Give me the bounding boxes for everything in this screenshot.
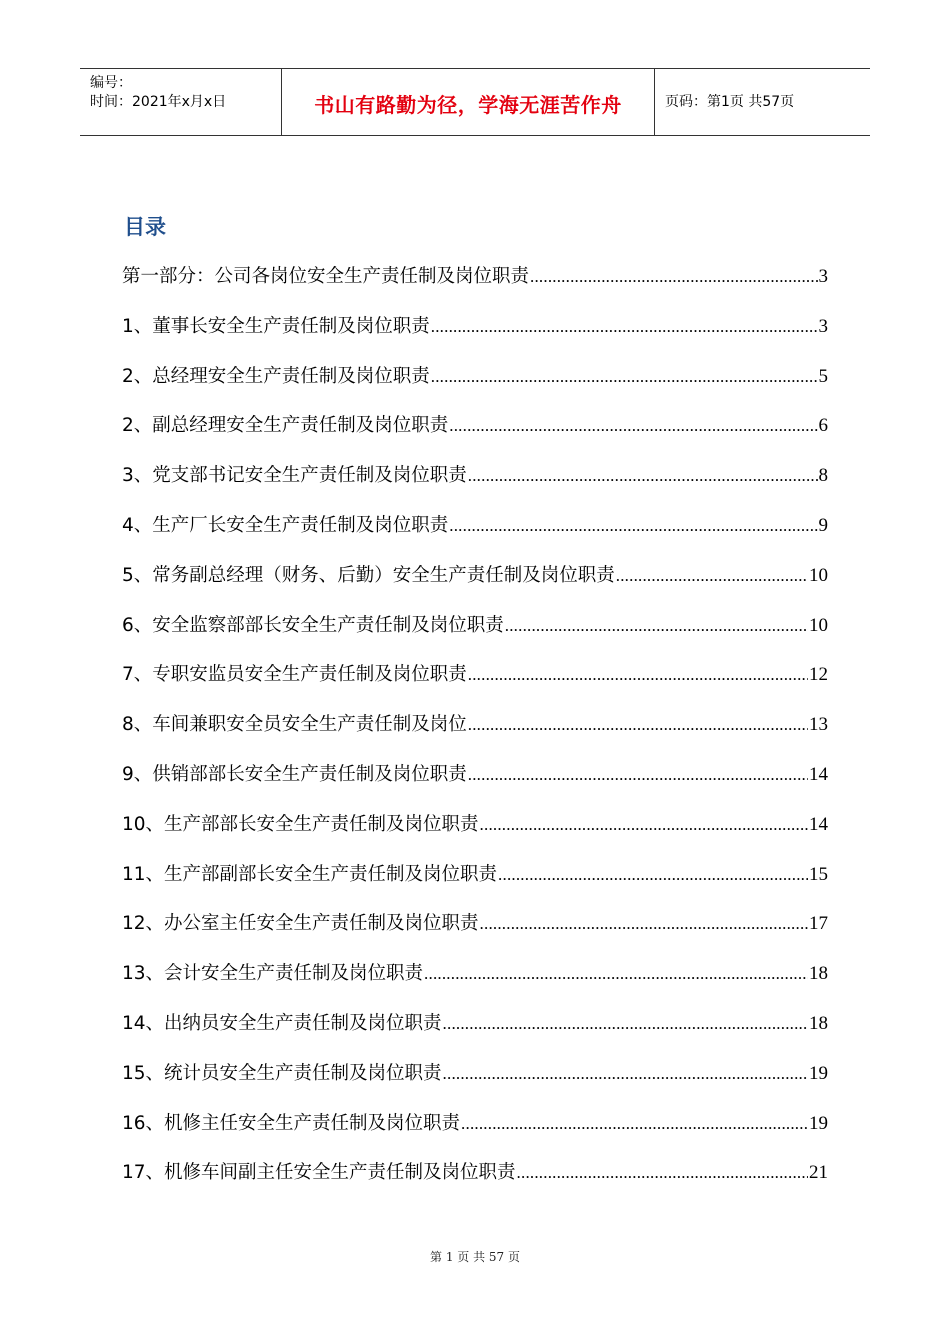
toc-dot-leader: [424, 959, 808, 989]
toc-entry-title: 7、专职安监员安全生产责任制及岗位职责: [122, 664, 467, 686]
toc-entry-title: 第一部分：公司各岗位安全生产责任制及岗位职责: [122, 266, 530, 287]
toc-entry-page: 13: [809, 714, 828, 736]
toc-entry[interactable]: [122, 262, 828, 312]
toc-entry-title: 5、常务副总经理（财务、后勤）安全生产责任制及岗位职责: [122, 564, 615, 586]
toc-entry-title: 12、办公室主任安全生产责任制及岗位职责: [122, 913, 479, 935]
toc-entry-title: 11、生产部副部长安全生产责任制及岗位职责: [122, 863, 498, 885]
toc-entry[interactable]: [122, 660, 828, 710]
toc-entry-title: 10、生产部部长安全生产责任制及岗位职责: [122, 813, 479, 835]
document-time-label: 时间：2021年x月x日: [90, 94, 227, 110]
toc-dot-leader: [530, 262, 817, 292]
toc-entry[interactable]: [122, 561, 828, 611]
toc-entry-title: 13、会计安全生产责任制及岗位职责: [122, 963, 424, 985]
toc-entry-page: 6: [818, 415, 828, 437]
toc-dot-leader: [443, 1009, 808, 1039]
toc-dot-leader: [505, 611, 808, 641]
toc-entry-page: 10: [809, 564, 828, 586]
header-meta-cell: [80, 69, 282, 135]
toc-entry-title: 8、车间兼职安全员安全生产责任制及岗位: [122, 714, 467, 736]
toc-dot-leader: [480, 810, 808, 840]
toc-dot-leader: [449, 411, 817, 441]
toc-entry-title: 15、统计员安全生产责任制及岗位职责: [122, 1062, 442, 1084]
toc-entry[interactable]: [122, 1059, 828, 1109]
toc-entry-page: 21: [809, 1162, 828, 1184]
toc-entry-page: 3: [818, 266, 828, 287]
toc-entry[interactable]: [122, 860, 828, 910]
header-motto-cell: [282, 69, 655, 135]
toc-entry-page: 14: [809, 763, 828, 785]
toc-dot-leader: [443, 1059, 808, 1089]
toc-entry[interactable]: [122, 312, 828, 362]
toc-dot-leader: [468, 710, 808, 740]
table-of-contents: [122, 262, 828, 1208]
toc-dot-leader: [468, 461, 818, 491]
toc-entry[interactable]: [122, 362, 828, 412]
toc-entry[interactable]: [122, 909, 828, 959]
toc-title: 目录: [124, 215, 166, 239]
toc-entry-title: 2、总经理安全生产责任制及岗位职责: [122, 365, 430, 387]
header-page-cell: [655, 69, 870, 135]
toc-entry[interactable]: [122, 611, 828, 661]
toc-entry[interactable]: [122, 710, 828, 760]
page-footer: 第 1 页 共 57 页: [430, 1250, 520, 1264]
toc-entry-title: 4、生产厂长安全生产责任制及岗位职责: [122, 514, 449, 536]
toc-dot-leader: [480, 909, 808, 939]
toc-entry[interactable]: [122, 959, 828, 1009]
header-page-info: 页码：第1页 共57页: [665, 94, 795, 110]
header-motto: 书山有路勤为径，学海无涯苦作舟: [314, 92, 622, 117]
toc-entry-page: 18: [809, 963, 828, 985]
toc-entry-page: 10: [809, 614, 828, 636]
toc-entry-title: 14、出纳员安全生产责任制及岗位职责: [122, 1012, 442, 1034]
toc-entry-title: 9、供销部部长安全生产责任制及岗位职责: [122, 763, 467, 785]
toc-entry[interactable]: [122, 1109, 828, 1159]
toc-dot-leader: [468, 660, 808, 690]
toc-entry-page: 17: [809, 913, 828, 935]
toc-entry-page: 15: [809, 863, 828, 885]
toc-dot-leader: [498, 860, 808, 890]
toc-entry[interactable]: [122, 1158, 828, 1208]
toc-entry[interactable]: [122, 511, 828, 561]
toc-entry-title: 16、机修主任安全生产责任制及岗位职责: [122, 1112, 461, 1134]
toc-entry-title: 3、党支部书记安全生产责任制及岗位职责: [122, 465, 467, 487]
toc-dot-leader: [449, 511, 817, 541]
toc-entry-page: 19: [809, 1112, 828, 1134]
toc-entry-page: 12: [809, 664, 828, 686]
toc-entry[interactable]: [122, 461, 828, 511]
toc-dot-leader: [431, 312, 818, 342]
toc-dot-leader: [616, 561, 808, 591]
toc-dot-leader: [517, 1158, 808, 1188]
toc-entry-title: 6、安全监察部部长安全生产责任制及岗位职责: [122, 614, 504, 636]
toc-entry-page: 19: [809, 1062, 828, 1084]
page-header: [80, 68, 870, 136]
toc-entry-page: 8: [818, 465, 828, 487]
toc-entry[interactable]: [122, 760, 828, 810]
toc-entry-title: 17、机修车间副主任安全生产责任制及岗位职责: [122, 1162, 516, 1184]
toc-entry[interactable]: [122, 810, 828, 860]
toc-entry-page: 5: [818, 365, 828, 387]
toc-entry-title: 1、董事长安全生产责任制及岗位职责: [122, 315, 430, 337]
toc-entry-title: 2、副总经理安全生产责任制及岗位职责: [122, 415, 449, 437]
toc-entry-page: 18: [809, 1012, 828, 1034]
toc-entry[interactable]: [122, 1009, 828, 1059]
toc-entry-page: 3: [818, 315, 828, 337]
toc-dot-leader: [461, 1109, 808, 1139]
document-number-label: 编号：: [90, 75, 132, 91]
toc-entry[interactable]: [122, 411, 828, 461]
toc-dot-leader: [431, 362, 818, 392]
toc-entry-page: 14: [809, 813, 828, 835]
toc-entry-page: 9: [818, 514, 828, 536]
toc-dot-leader: [468, 760, 808, 790]
